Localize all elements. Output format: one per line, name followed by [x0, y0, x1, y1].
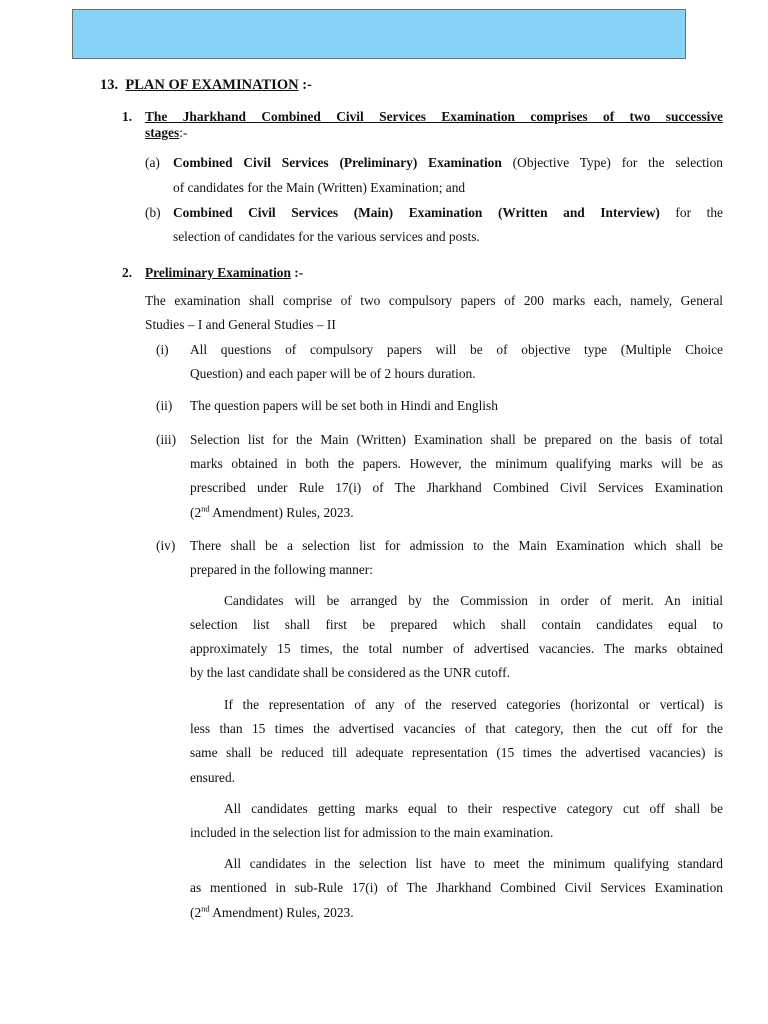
- para4-line3: (2nd Amendment) Rules, 2023.: [190, 903, 354, 920]
- item1b-line2: selection of candidates for the various services and posts.: [173, 229, 480, 244]
- para1-line2: selection list shall first be prepared which shall contain candidates equal to: [190, 617, 723, 632]
- section-number: 13.: [100, 77, 119, 93]
- header-banner: [72, 9, 686, 59]
- item2ii-label: (ii): [156, 398, 173, 413]
- item2iv-line1: There shall be a selection list for admission to the Main Examination which shall be: [190, 538, 723, 553]
- item2iii-line3: prescribed under Rule 17(i) of The Jharkhand Combined Civil Services Examination: [190, 480, 723, 495]
- item2i-label: (i): [156, 342, 169, 357]
- para1-line1: Candidates will be arranged by the Commission in order of merit. An initial: [224, 593, 723, 608]
- para2-line4: ensured.: [190, 770, 235, 785]
- para4-line2: as mentioned in sub-Rule 17(i) of The Jharkhand Combined Civil Services Examination: [190, 880, 723, 895]
- item2-intro-line1: The examination shall comprise of two compulsory papers of 200 marks each, namely, General: [145, 293, 723, 308]
- item2iii-line2: marks obtained in both the papers. However, the minimum qualifying marks will be as: [190, 456, 723, 471]
- item1a-line1: Combined Civil Services (Preliminary) Examination (Objective Type) for the selection: [173, 155, 723, 170]
- item1-heading-line2: stages:-: [145, 125, 188, 140]
- item1b-line1: Combined Civil Services (Main) Examination (Written and Interview) for the: [173, 205, 723, 220]
- item2i-line2: Question) and each paper will be of 2 hours duration.: [190, 366, 476, 381]
- item2iv-line2: prepared in the following manner:: [190, 562, 373, 577]
- item2iii-label: (iii): [156, 432, 177, 447]
- item1a-label: (a): [145, 155, 160, 170]
- item1-heading-line1: The Jharkhand Combined Civil Services Examination comprises of two successive: [145, 109, 723, 124]
- item1b-label: (b): [145, 205, 161, 220]
- para1-line4: by the last candidate shall be considered as the UNR cutoff.: [190, 665, 510, 680]
- item2iii-line4: (2nd Amendment) Rules, 2023.: [190, 503, 354, 520]
- item1-number: 1.: [122, 109, 133, 124]
- item2iv-label: (iv): [156, 538, 176, 553]
- item2i-line1: All questions of compulsory papers will be of objective type (Multiple Choice: [190, 342, 723, 357]
- para3-line2: included in the selection list for admission to the main examination.: [190, 825, 554, 840]
- item2iii-line1: Selection list for the Main (Written) Examination shall be prepared on the basis of total: [190, 432, 723, 447]
- para4-line1: All candidates in the selection list have to meet the minimum qualifying standard: [224, 856, 723, 871]
- section-heading: [100, 76, 312, 94]
- item2-intro-line2: Studies – I and General Studies – II: [145, 317, 336, 332]
- item2-heading: Preliminary Examination :-: [145, 265, 304, 280]
- item1a-line2: of candidates for the Main (Written) Examination; and: [173, 180, 466, 195]
- para3-line1: All candidates getting marks equal to their respective category cut off shall be: [224, 801, 723, 816]
- para2-line2: less than 15 times the advertised vacancies of that category, then the cut off for the: [190, 721, 723, 736]
- para2-line1: If the representation of any of the reserved categories (horizontal or vertical) is: [224, 697, 723, 712]
- section-title: PLAN OF EXAMINATION: [125, 77, 299, 93]
- para1-line3: approximately 15 times, the total number of advertised vacancies. The marks obtained: [190, 641, 723, 656]
- item2ii-line1: The question papers will be set both in Hindi and English: [190, 398, 498, 413]
- item2-number: 2.: [122, 265, 133, 280]
- para2-line3: same shall be reduced till adequate representation (15 times the advertised vacancies) is: [190, 745, 723, 760]
- section-title-suffix: :-: [298, 77, 312, 93]
